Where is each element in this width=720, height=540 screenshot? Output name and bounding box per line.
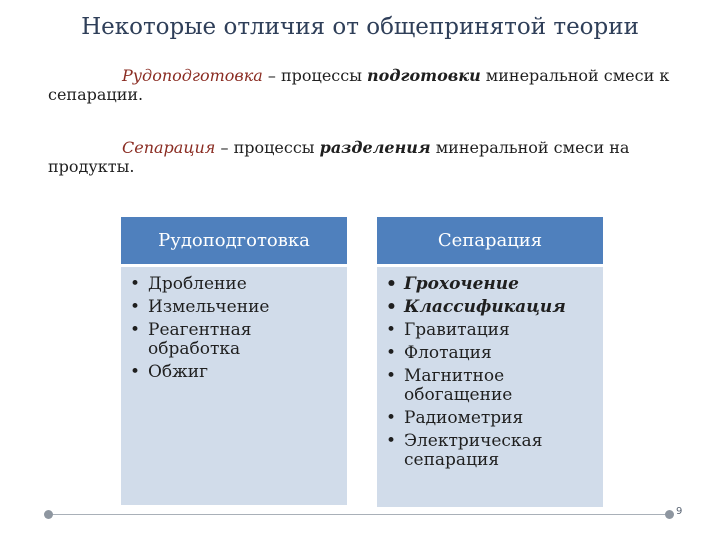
list-item: • Флотация bbox=[385, 344, 595, 363]
definition-ore-preparation bbox=[48, 66, 688, 104]
footer-dot-right bbox=[665, 510, 674, 519]
separation-list bbox=[385, 275, 595, 470]
list-item: • Обжиг bbox=[129, 363, 339, 382]
footer-divider bbox=[49, 514, 669, 515]
list-item: • Реагентная обработка bbox=[129, 321, 339, 359]
separation-list-panel bbox=[377, 267, 603, 507]
list-item: • Гравитация bbox=[385, 321, 595, 340]
list-item: • Радиометрия bbox=[385, 409, 595, 428]
ore-preparation-list bbox=[129, 275, 339, 382]
page-number: 9 bbox=[676, 506, 683, 517]
definition-separation bbox=[48, 138, 688, 176]
definition-text-2a: – процессы bbox=[215, 138, 320, 157]
list-item: • Измельчение bbox=[129, 298, 339, 317]
list-item: • Электрическая сепарация bbox=[385, 432, 595, 470]
list-item: • Классификация bbox=[385, 298, 595, 317]
slide-title: Некоторые отличия от общепринятой теории bbox=[81, 14, 639, 40]
list-item: • Грохочение bbox=[385, 275, 595, 294]
list-item: • Магнитное обогащение bbox=[385, 367, 595, 405]
separation-header: Сепарация bbox=[377, 217, 603, 264]
footer-dot-left bbox=[44, 510, 53, 519]
definition-text-1b: минеральной смеси к сепарации. bbox=[48, 66, 670, 104]
separation-column bbox=[377, 217, 603, 507]
ore-preparation-header: Рудоподготовка bbox=[121, 217, 347, 264]
list-item: • Дробление bbox=[129, 275, 339, 294]
term-separation: Сепарация bbox=[122, 138, 216, 157]
definition-text-2b: минеральной смеси на продукты. bbox=[48, 138, 630, 176]
term-ore-preparation: Рудоподготовка bbox=[122, 66, 263, 85]
emphasis-preparation: подготовки bbox=[367, 66, 481, 85]
definition-text-1a: – процессы bbox=[262, 66, 368, 85]
ore-preparation-column bbox=[121, 217, 347, 505]
emphasis-separation: разделения bbox=[319, 138, 431, 157]
ore-preparation-list-panel bbox=[121, 267, 347, 505]
